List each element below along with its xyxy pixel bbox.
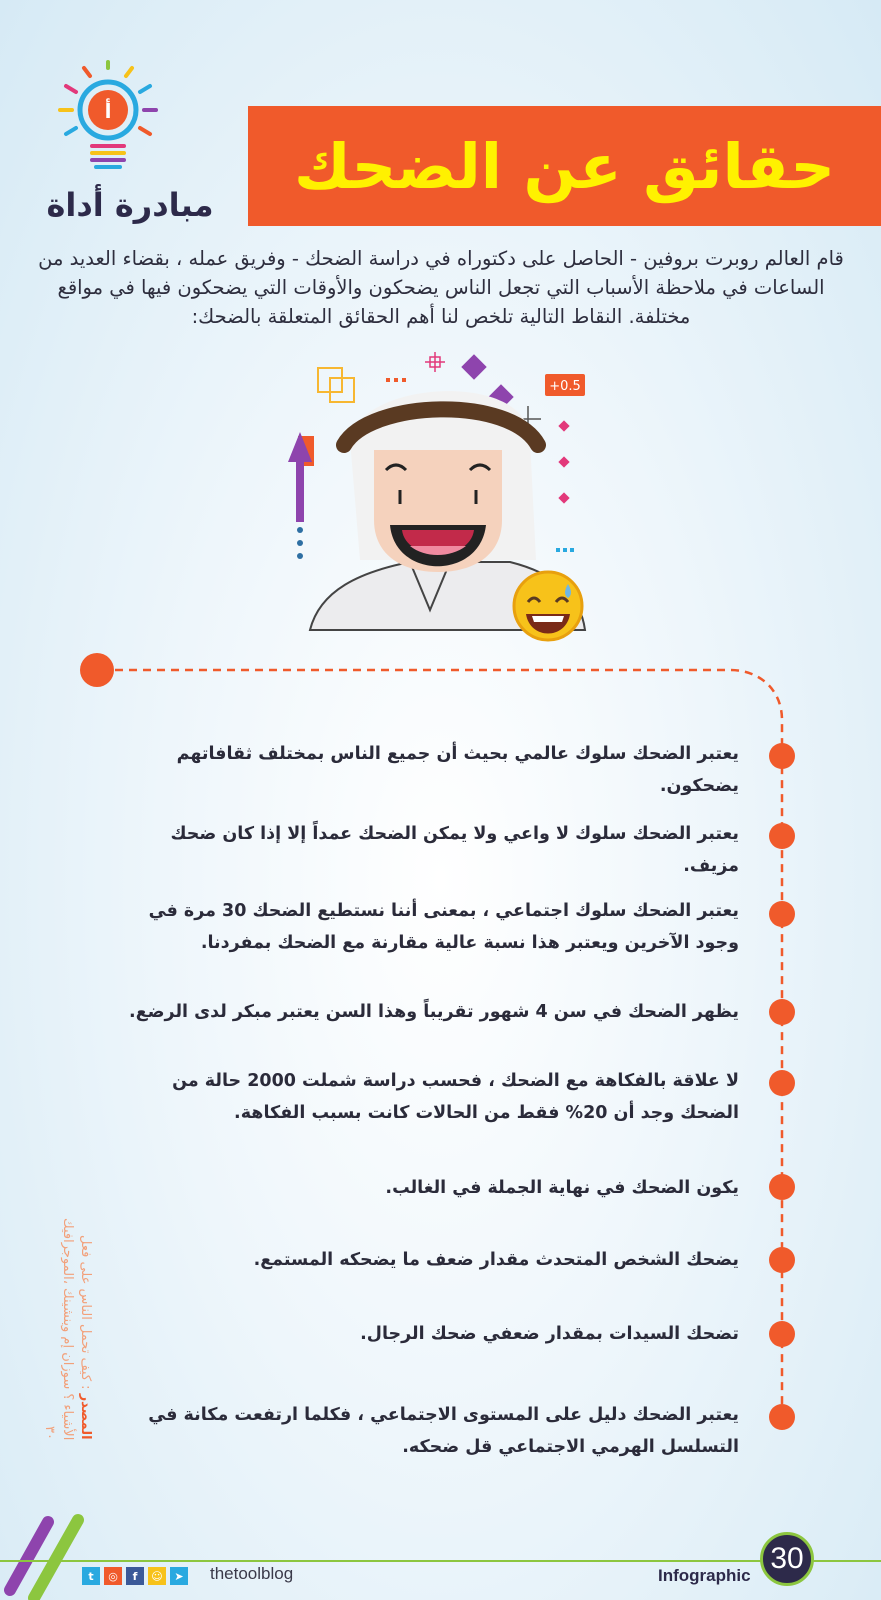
fact-item: يعتبر الضحك سلوك اجتماعي ، بمعنى أننا نستطيع الضحك 30 مرة في وجود الآخرين ويعتبر هذا نسبة عالية مقارنة مع الضحك بمفردنا.: [148, 901, 739, 953]
source-text: : كيف تحمل الناس على فعل الأشياء ؟ سوزان إم وينشينك ،الموجرافيك ٣٠: [42, 1217, 93, 1440]
logo: [40, 58, 230, 228]
footer-divider: [0, 1560, 881, 1562]
laughing-man-illustration: [280, 350, 620, 650]
facebook-icon[interactable]: f: [126, 1567, 144, 1585]
social-icons: [82, 1567, 188, 1585]
fact-item: لا علاقة بالفكاهة مع الضحك ، فحسب دراسة شملت 2000 حالة من الضحك وجد أن 20% فقط من الحالات كانت بسبب الفكاهة.: [172, 1071, 739, 1123]
twitter-icon[interactable]: t: [82, 1567, 100, 1585]
decorative-squares-icon: [318, 368, 354, 402]
blog-name[interactable]: thetoolblog: [210, 1564, 294, 1583]
infographic-number: 30: [770, 1542, 804, 1575]
svg-text:أ: أ: [104, 99, 112, 123]
fact-item: يكون الضحك في نهاية الجملة في الغالب.: [385, 1178, 739, 1198]
fact-item: يظهر الضحك في سن 4 شهور تقريباً وهذا السن يعتبر مبكر لدى الرضع.: [129, 1002, 739, 1022]
infographic-label: Infographic: [658, 1566, 751, 1585]
snapchat-icon[interactable]: ☺: [148, 1567, 166, 1585]
fact-item: يعتبر الضحك دليل على المستوى الاجتماعي ، فكلما ارتفعت مكانة في التسلسل الهرمي الاجتماعي قل ضحكه.: [148, 1405, 739, 1457]
telegram-icon[interactable]: ➤: [170, 1567, 188, 1585]
intro-paragraph: قام العالم روبرت بروفين - الحاصل على دكتوراه في دراسة الضحك - وفريق عمله ، بقضاء العديد من الساعات في ملاحظة الأسباب التي تجعل الناس يضحكون والأوقات التي يضحكون فيها في مواقع مختلفة. النقاط التالية تلخص لنا أهم الحقائق المتعلقة بالضحك:: [38, 247, 844, 328]
instagram-icon[interactable]: ◎: [104, 1567, 122, 1585]
fact-item: يعتبر الضحك سلوك لا واعي ولا يمكن الضحك عمداً إلا إذا كان ضحك مزيف.: [170, 824, 739, 876]
fact-item: يعتبر الضحك سلوك عالمي بحيث أن جميع الناس بمختلف ثقافاتهم يضحكون.: [176, 744, 739, 796]
title-banner: [248, 106, 881, 226]
fact-item: يضحك الشخص المتحدث مقدار ضعف ما يضحكه المستمع.: [253, 1250, 739, 1270]
page-title: حقائق عن الضحك: [293, 129, 836, 203]
fact-item: تضحك السيدات بمقدار ضعفي ضحك الرجال.: [360, 1324, 739, 1344]
source-note: [40, 1210, 94, 1440]
logo-name: مبادرة أداة: [46, 186, 214, 224]
source-label: المصدر: [78, 1394, 93, 1440]
illustration-badge-text: +0.5: [549, 379, 581, 394]
lightbulb-logo-icon: [40, 58, 230, 188]
infographic-number-badge: [760, 1532, 814, 1586]
